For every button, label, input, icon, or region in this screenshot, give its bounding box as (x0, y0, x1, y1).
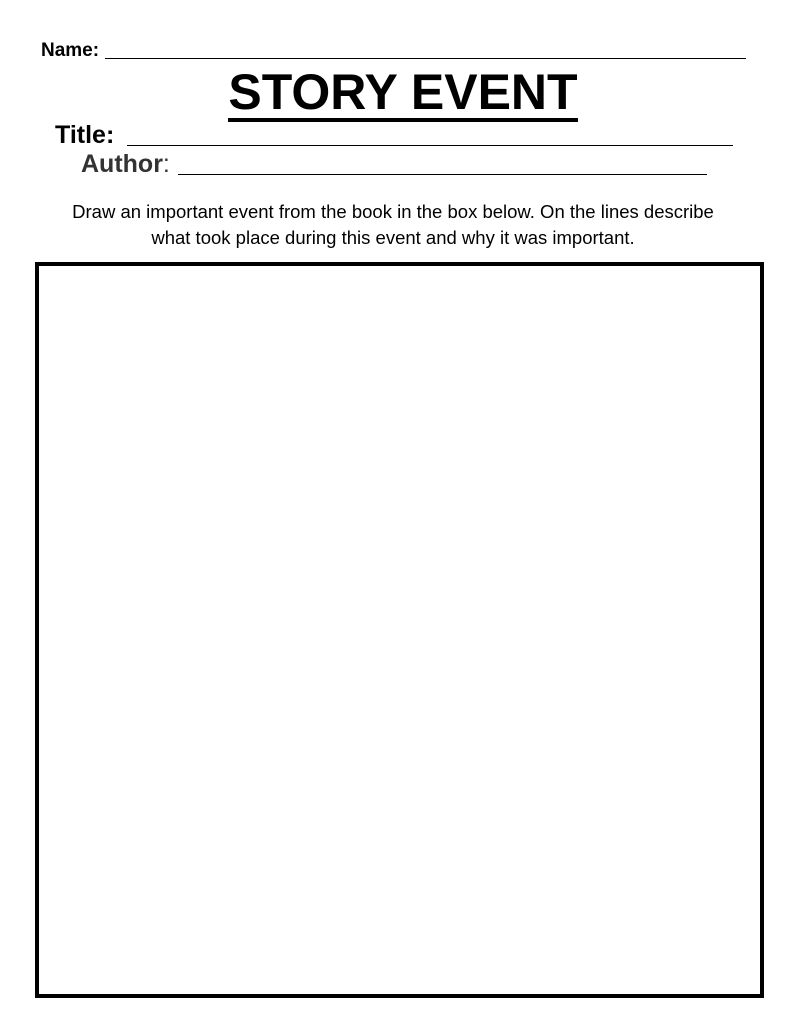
title-label: Title: (55, 121, 115, 149)
title-field-row (55, 123, 733, 148)
author-label-colon: : (162, 150, 170, 178)
author-blank-line[interactable] (178, 173, 707, 175)
name-field-row (41, 41, 746, 60)
author-label: Author (81, 150, 163, 178)
instructions-text (30, 199, 756, 251)
page-title-text: STORY EVENT (228, 64, 578, 120)
title-blank-line[interactable] (127, 144, 733, 146)
name-blank-line[interactable] (105, 57, 746, 59)
instructions-line-1: Draw an important event from the book in the box below. On the lines describe (72, 201, 714, 222)
name-label: Name: (41, 40, 100, 61)
instructions-line-2: what took place during this event and why it was important. (151, 227, 635, 248)
drawing-box[interactable] (35, 262, 764, 998)
page-title (0, 66, 795, 122)
author-field-row (81, 152, 707, 177)
